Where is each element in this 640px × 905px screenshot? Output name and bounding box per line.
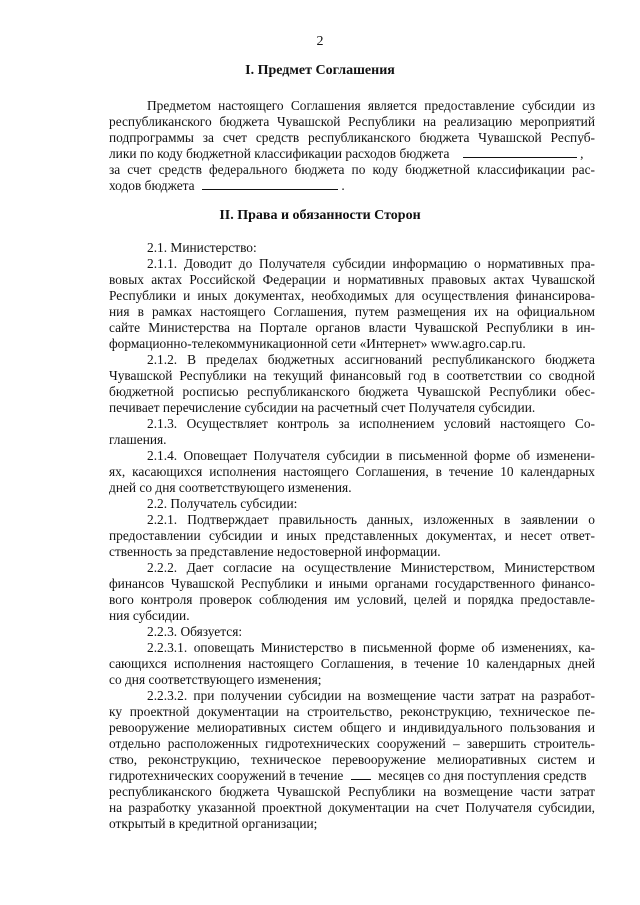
text-line: открытый в кредитной организации; <box>109 816 318 831</box>
text-line: ях, касающихся исполнения настоящего Соглашения, в течение 10 календарных <box>109 464 595 479</box>
text-line: формационно-телекоммуникационной сети «Интернет» www.agro.cap.ru. <box>109 336 526 351</box>
text-line: предоставлении субсидии и иных представленных документах, и несет ответ- <box>109 528 595 543</box>
text-line-with-blank <box>109 178 595 194</box>
text-line: на разработку указанной проектной документации на счет Получателя субсидии, <box>109 800 595 815</box>
text-fragment: лики по коду бюджетной классификации расходов бюджета <box>109 146 450 161</box>
section-title-2: II. Права и обязанности Сторон <box>219 208 421 223</box>
blank-field <box>202 178 338 190</box>
text-line: подпрограммы за счет средств республиканского бюджета Чувашской Респуб- <box>109 130 595 145</box>
text-fragment: гидротехнических сооружений в течение <box>109 768 344 783</box>
text-line: дней со дня соответствующего изменения. <box>109 480 352 495</box>
text-line: ство, реконструкцию, техническое перевооружение мелиоративных систем и <box>109 752 595 767</box>
text-line: сайте Министерства на Портале органов власти Чувашской Республики в ин- <box>109 320 595 335</box>
text-line: со дня соответствующего изменения; <box>109 672 322 687</box>
text-line: глашения. <box>109 432 167 447</box>
text-line-with-blank <box>109 768 595 784</box>
text-line: 2.1.4. Оповещает Получателя субсидии в письменной форме об изменени- <box>147 448 595 463</box>
text-line: вого контроля проверок соблюдения им условий, целей и порядка предоставле- <box>109 592 595 607</box>
text-line: 2.1. Министерство: <box>147 240 257 255</box>
text-line: 2.1.1. Доводит до Получателя субсидии информацию о нормативных пра- <box>147 256 595 271</box>
text-line: финансов Чувашской Республики и иными органами государственного финансо- <box>109 576 595 591</box>
text-line: 2.2.2. Дает согласие на осуществление Министерством, Министерством <box>147 560 595 575</box>
text-line: за счет средств федерального бюджета по коду бюджетной классификации рас- <box>109 162 595 177</box>
text-line: 2.2.3. Обязуется: <box>147 624 243 639</box>
blank-field <box>351 768 371 780</box>
blank-field <box>463 146 577 158</box>
text-line: ственность за представление недостоверной информации. <box>109 544 441 559</box>
text-line: ревооружение мелиоративных систем общего и индивидуального пользования и <box>109 720 595 735</box>
text-fragment: ходов бюджета <box>109 178 195 193</box>
text-line: ния в рамках настоящего Соглашения, путем размещения их на официальном <box>109 304 595 319</box>
text-fragment: месяцев со дня поступления средств <box>378 768 587 783</box>
text-line: республиканского бюджета Чувашской Республики на возмещение части затрат <box>109 784 595 799</box>
text-line: Чувашской Республики на текущий финансовый год в соответствии со сводной <box>109 368 595 383</box>
text-line: сающихся исполнения настоящего Соглашения, в течение 10 календарных дней <box>109 656 595 671</box>
text-line: бюджетной росписью республиканского бюджета Чувашской Республики обес- <box>109 384 595 399</box>
text-line: 2.2.3.1. оповещать Министерство в письменной форме об изменениях, ка- <box>147 640 595 655</box>
text-line-with-blank <box>109 146 595 162</box>
section-title-1: I. Предмет Соглашения <box>245 63 395 78</box>
text-line: печивает перечисление субсидии на расчетный счет Получателя субсидии. <box>109 400 536 415</box>
text-line: 2.2.3.2. при получении субсидии на возмещение части затрат на разработ- <box>147 688 595 703</box>
text-fragment: , <box>580 146 584 161</box>
text-line: Предметом настоящего Соглашения является предоставление субсидии из <box>147 98 595 113</box>
text-line: 2.2.1. Подтверждает правильность данных, изложенных в заявлении о <box>147 512 595 527</box>
text-line: Республики и иных документах, необходимых для осуществления финансирова- <box>109 288 595 303</box>
text-line: 2.1.2. В пределах бюджетных ассигнований республиканского бюджета <box>147 352 595 367</box>
text-line: ку проектной документации на строительство, реконструкцию, техническое пе- <box>109 704 595 719</box>
text-line: 2.2. Получатель субсидии: <box>147 496 298 511</box>
text-line: 2.1.3. Осуществляет контроль за исполнением условий настоящего Со- <box>147 416 595 431</box>
text-line: отдельно расположенных гидротехнических сооружений – завершить строитель- <box>109 736 595 751</box>
page-number: 2 <box>316 34 324 49</box>
text-line: вовых актах Российской Федерации и нормативных правовых актах Чувашской <box>109 272 595 287</box>
text-line: ния субсидии. <box>109 608 190 623</box>
text-line: республиканского бюджета Чувашской Республики на реализацию мероприятий <box>109 114 595 129</box>
text-fragment: . <box>341 178 345 193</box>
